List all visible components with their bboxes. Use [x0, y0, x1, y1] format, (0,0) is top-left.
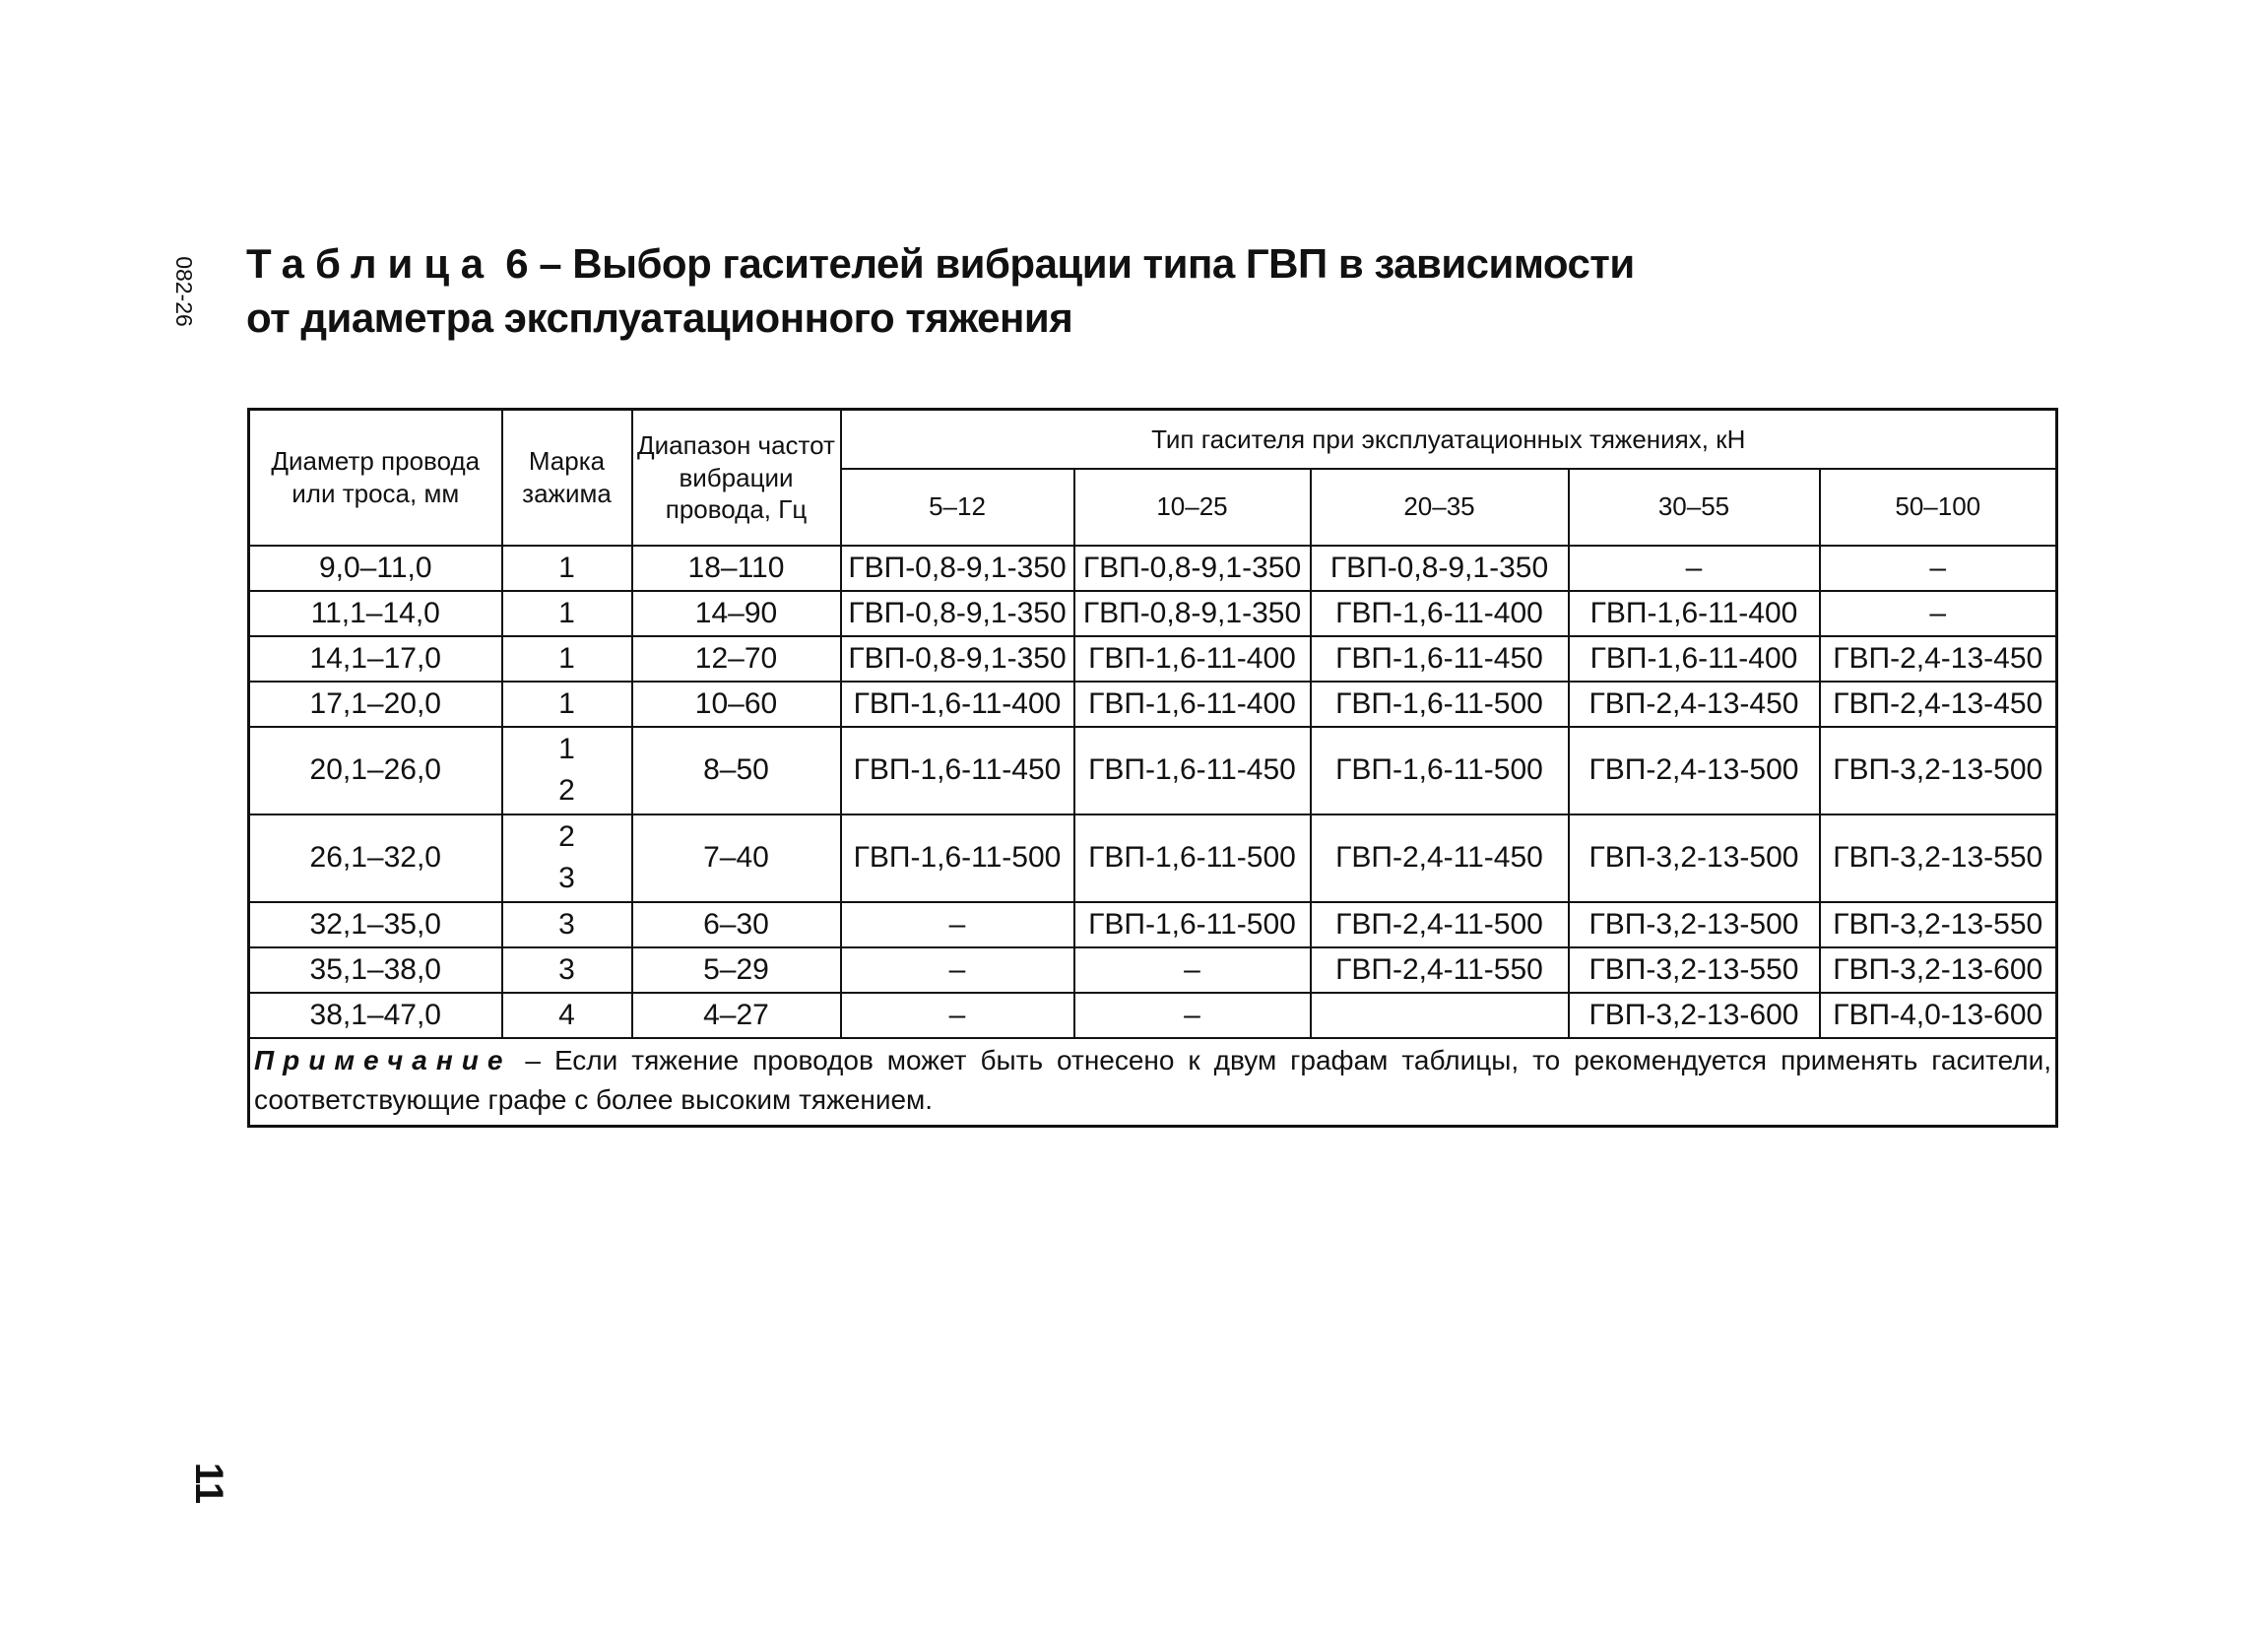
table-row — [249, 814, 2057, 902]
cell-diameter: 11,1–14,0 — [249, 591, 502, 636]
cell-damper-type: ГВП-1,6-11-400 — [1569, 591, 1820, 636]
header-frequency: Диапазон частот вибрации провода, Гц — [632, 410, 841, 546]
caption-text-line2: от диаметра эксплуатационного тяжения — [246, 294, 1073, 341]
cell-frequency: 7–40 — [632, 814, 841, 902]
cell-clamp: 1 — [502, 591, 632, 636]
table-row — [249, 546, 2057, 591]
clamp-value: 1 — [558, 733, 575, 765]
table-row — [249, 993, 2057, 1038]
header-tension-5-12: 5–12 — [841, 469, 1074, 546]
cell-diameter: 35,1–38,0 — [249, 947, 502, 993]
cell-damper-type: ГВП-0,8-9,1-350 — [1311, 546, 1569, 591]
cell-frequency: 18–110 — [632, 546, 841, 591]
note-label: Примечание — [254, 1044, 512, 1075]
cell-diameter: 14,1–17,0 — [249, 636, 502, 682]
cell-diameter: 20,1–26,0 — [249, 727, 502, 814]
cell-damper-type: ГВП-3,2-13-550 — [1569, 947, 1820, 993]
cell-damper-type: ГВП-4,0-13-600 — [1820, 993, 2057, 1038]
table-row — [249, 682, 2057, 727]
cell-damper-type: ГВП-0,8-9,1-350 — [1074, 591, 1311, 636]
cell-damper-type: ГВП-2,4-11-550 — [1311, 947, 1569, 993]
cell-frequency: 5–29 — [632, 947, 841, 993]
cell-damper-type: ГВП-1,6-11-450 — [841, 727, 1074, 814]
cell-damper-type: ГВП-3,2-13-500 — [1569, 902, 1820, 947]
page-number: 11 — [187, 1462, 230, 1505]
cell-damper-type: ГВП-3,2-13-600 — [1820, 947, 2057, 993]
cell-damper-type: ГВП-2,4-13-450 — [1820, 636, 2057, 682]
cell-diameter: 26,1–32,0 — [249, 814, 502, 902]
cell-frequency: 12–70 — [632, 636, 841, 682]
table-row — [249, 947, 2057, 993]
cell-damper-type: ГВП-2,4-13-500 — [1569, 727, 1820, 814]
cell-frequency: 14–90 — [632, 591, 841, 636]
document-code: 082-26 — [171, 256, 197, 327]
cell-damper-type: ГВП-0,8-9,1-350 — [841, 591, 1074, 636]
cell-damper-type: – — [841, 902, 1074, 947]
cell-damper-type: – — [1074, 947, 1311, 993]
cell-damper-type: – — [1820, 591, 2057, 636]
cell-diameter: 32,1–35,0 — [249, 902, 502, 947]
clamp-value: 2 — [558, 820, 575, 853]
table-row — [249, 727, 2057, 814]
cell-damper-type: ГВП-1,6-11-500 — [1311, 727, 1569, 814]
table-row — [249, 636, 2057, 682]
cell-diameter: 17,1–20,0 — [249, 682, 502, 727]
cell-damper-type: ГВП-0,8-9,1-350 — [1074, 546, 1311, 591]
cell-damper-type: ГВП-2,4-11-450 — [1311, 814, 1569, 902]
cell-damper-type: ГВП-3,2-13-550 — [1820, 902, 2057, 947]
cell-damper-type: ГВП-2,4-13-450 — [1820, 682, 2057, 727]
header-clamp: Марка зажима — [502, 410, 632, 546]
cell-clamp: 1 — [502, 682, 632, 727]
cell-frequency: 8–50 — [632, 727, 841, 814]
clamp-value: 2 — [558, 774, 575, 807]
table-caption — [246, 236, 1861, 345]
header-tension-30-55: 30–55 — [1569, 469, 1820, 546]
cell-frequency: 10–60 — [632, 682, 841, 727]
caption-label: Таблица — [246, 240, 495, 287]
cell-diameter: 38,1–47,0 — [249, 993, 502, 1038]
cell-damper-type: ГВП-1,6-11-450 — [1074, 727, 1311, 814]
cell-clamp: 3 — [502, 902, 632, 947]
cell-damper-type: ГВП-3,2-13-550 — [1820, 814, 2057, 902]
cell-damper-type: ГВП-2,4-11-500 — [1311, 902, 1569, 947]
table-note-row — [249, 1038, 2057, 1127]
caption-text-line1: 6 – Выбор гасителей вибрации типа ГВП в зависимости — [494, 240, 1635, 287]
header-damper-type: Тип гасителя при эксплуатационных тяжениях, кН — [841, 410, 2057, 469]
cell-damper-type: ГВП-0,8-9,1-350 — [841, 636, 1074, 682]
cell-frequency: 4–27 — [632, 993, 841, 1038]
cell-damper-type: – — [1820, 546, 2057, 591]
clamp-value: 3 — [558, 862, 575, 894]
cell-damper-type: ГВП-1,6-11-400 — [1311, 591, 1569, 636]
cell-damper-type — [1311, 993, 1569, 1038]
header-tension-10-25: 10–25 — [1074, 469, 1311, 546]
cell-clamp: 1 — [502, 636, 632, 682]
header-tension-20-35: 20–35 — [1311, 469, 1569, 546]
table-row — [249, 591, 2057, 636]
header-tension-50-100: 50–100 — [1820, 469, 2057, 546]
cell-frequency: 6–30 — [632, 902, 841, 947]
cell-damper-type: ГВП-1,6-11-450 — [1311, 636, 1569, 682]
cell-damper-type: – — [1569, 546, 1820, 591]
cell-damper-type: ГВП-1,6-11-400 — [1074, 636, 1311, 682]
cell-damper-type: ГВП-3,2-13-500 — [1569, 814, 1820, 902]
cell-damper-type: ГВП-1,6-11-500 — [841, 814, 1074, 902]
cell-diameter: 9,0–11,0 — [249, 546, 502, 591]
cell-clamp: 4 — [502, 993, 632, 1038]
cell-damper-type: ГВП-1,6-11-500 — [1074, 814, 1311, 902]
header-diameter: Диаметр провода или троса, мм — [249, 410, 502, 546]
cell-damper-type: ГВП-2,4-13-450 — [1569, 682, 1820, 727]
cell-damper-type: – — [841, 947, 1074, 993]
cell-clamp — [502, 814, 632, 902]
damper-selection-table — [247, 408, 2058, 1128]
cell-damper-type: ГВП-1,6-11-400 — [841, 682, 1074, 727]
cell-clamp: 3 — [502, 947, 632, 993]
cell-damper-type: – — [841, 993, 1074, 1038]
table-note — [249, 1038, 2057, 1127]
cell-clamp — [502, 727, 632, 814]
cell-damper-type: – — [1074, 993, 1311, 1038]
cell-damper-type: ГВП-1,6-11-500 — [1311, 682, 1569, 727]
cell-damper-type: ГВП-1,6-11-400 — [1074, 682, 1311, 727]
cell-clamp: 1 — [502, 546, 632, 591]
table-row — [249, 902, 2057, 947]
cell-damper-type: ГВП-0,8-9,1-350 — [841, 546, 1074, 591]
cell-damper-type: ГВП-3,2-13-600 — [1569, 993, 1820, 1038]
damper-table-wrapper — [247, 408, 2055, 1128]
cell-damper-type: ГВП-1,6-11-500 — [1074, 902, 1311, 947]
cell-damper-type: ГВП-3,2-13-500 — [1820, 727, 2057, 814]
cell-damper-type: ГВП-1,6-11-400 — [1569, 636, 1820, 682]
note-text: – Если тяжение проводов может быть отнесено к двум графам таблицы, то рекомендуется применять гасители, соответствующие графе с более высоким тяжением. — [254, 1044, 2052, 1115]
